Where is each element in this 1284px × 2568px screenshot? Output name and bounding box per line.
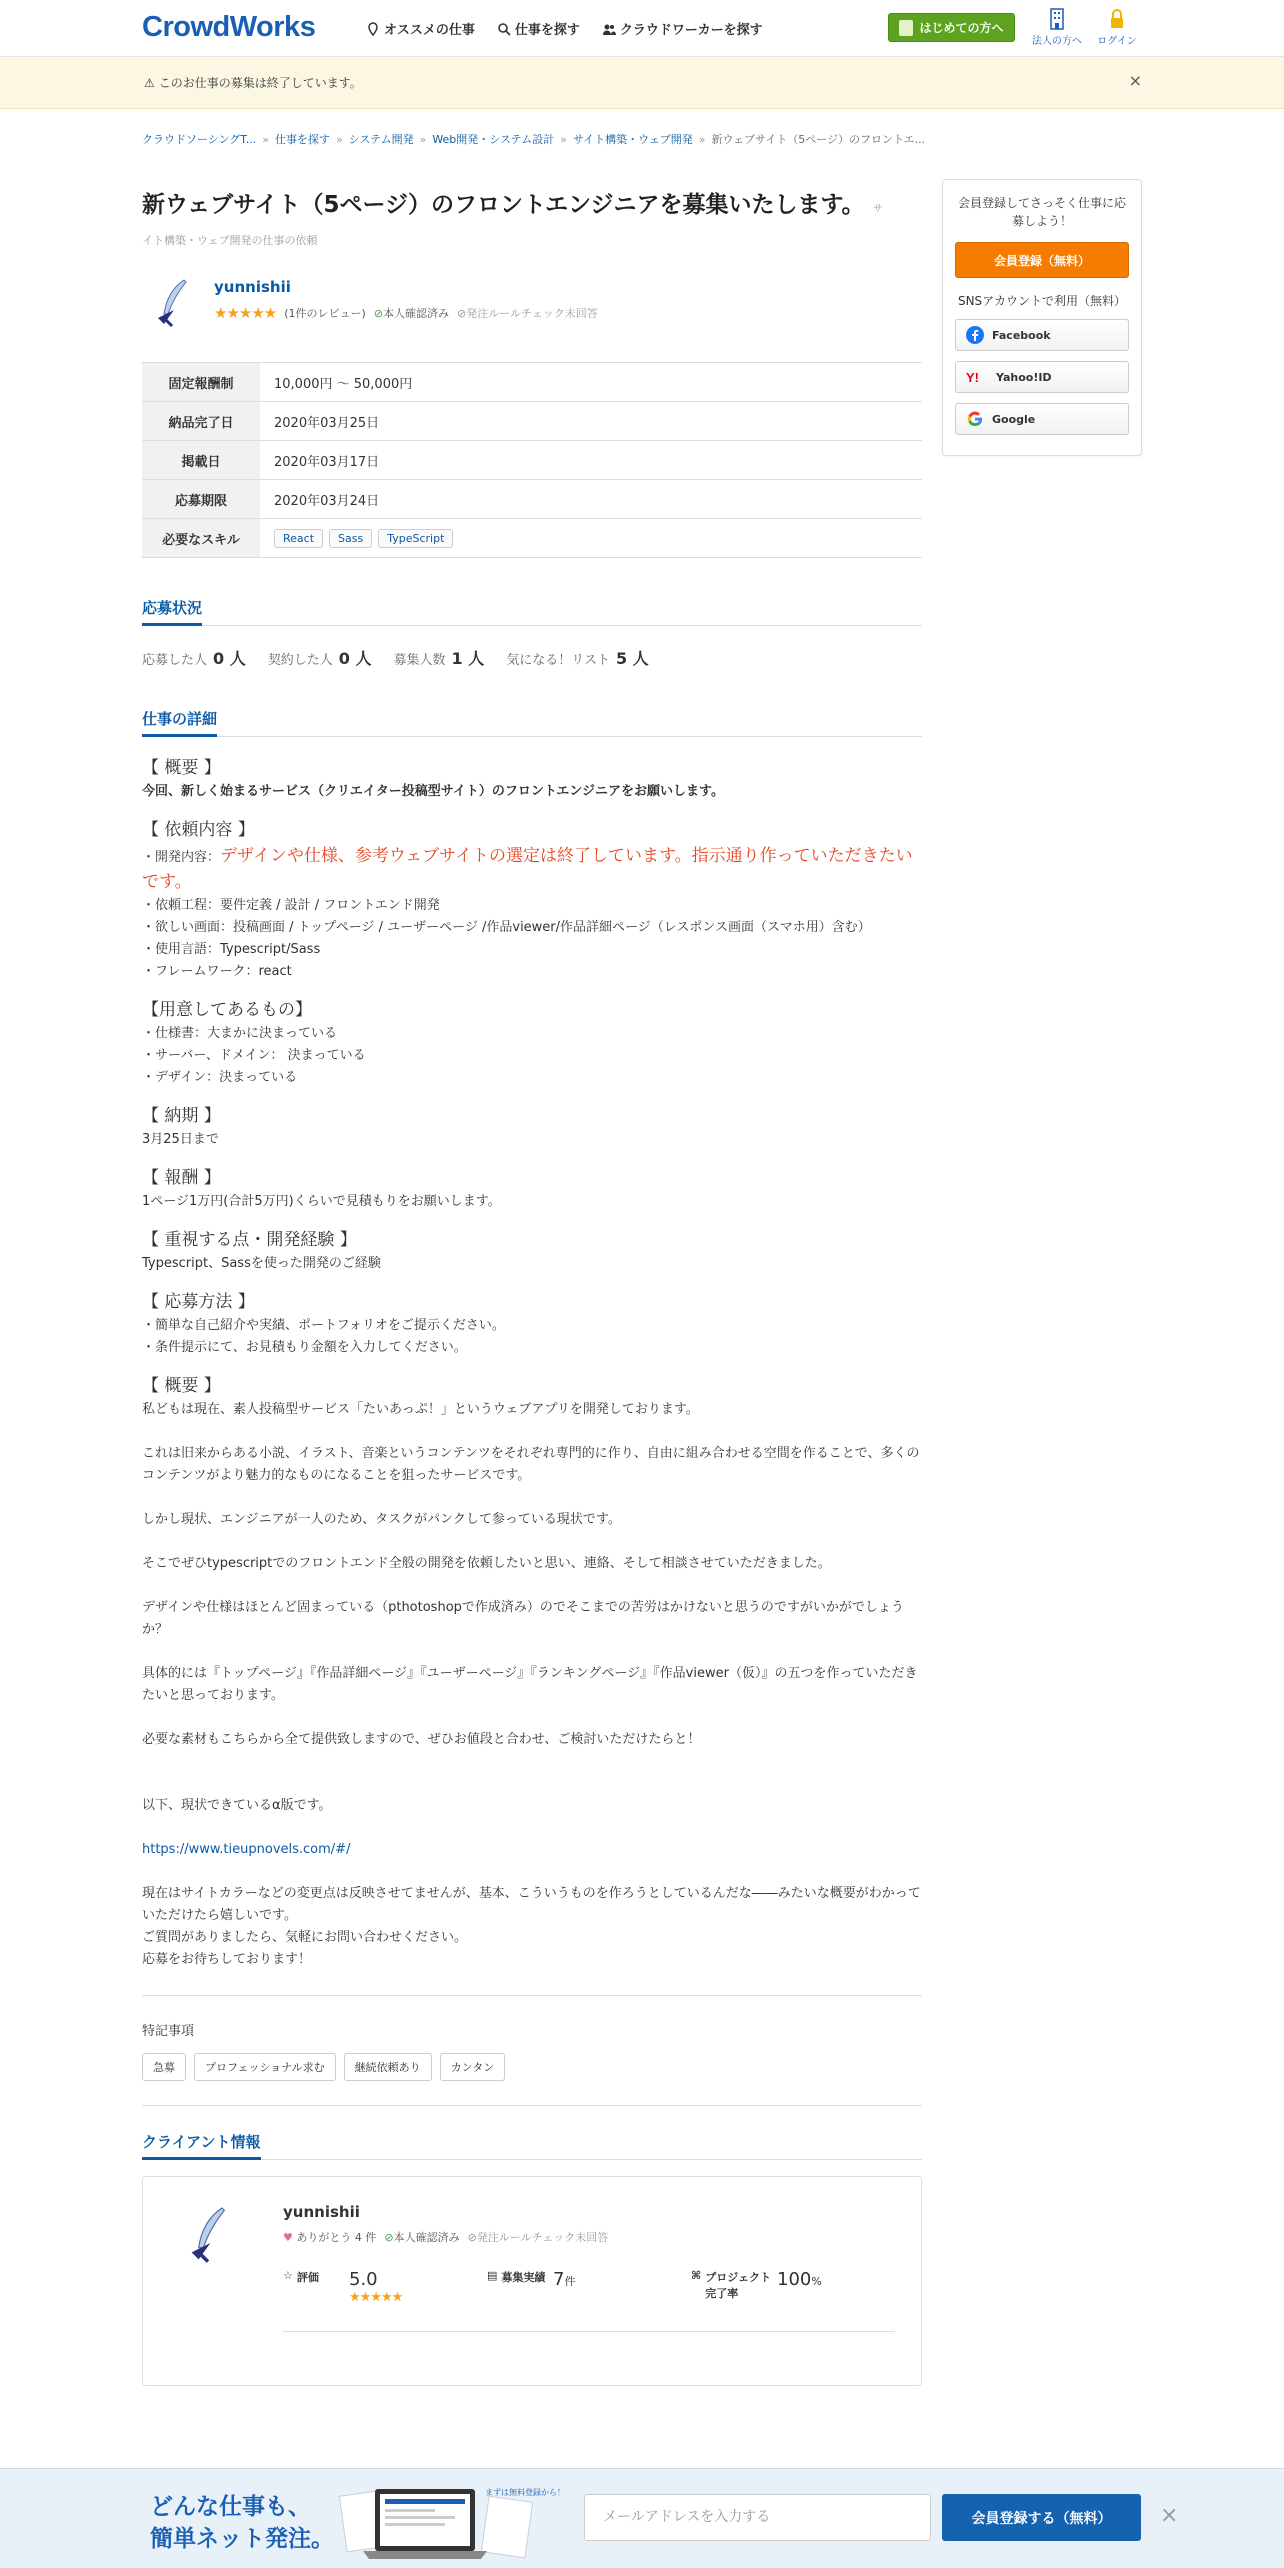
bottom-tagline-line2: 簡単ネット発注。 [150,2526,334,2552]
bottom-tagline [150,2491,334,2555]
detail-spacer [142,1861,922,1883]
detail-spacer [142,1707,922,1729]
status-item [506,646,648,669]
client-card [142,2176,922,2386]
stat-label [487,2269,547,2285]
skill-tags [260,529,453,548]
status-value: 5 人 [615,649,649,668]
users-icon [602,22,616,36]
review-count[interactable]: (1件のレビュー) [284,307,366,320]
laptop-illustration-icon [335,2479,565,2563]
rule-check-label: 発注ルールチェック未回答 [476,2231,609,2244]
signup-sidebar [942,179,1142,456]
login-link[interactable] [1087,8,1147,47]
facebook-login-button[interactable] [955,319,1129,351]
stat-completion [691,2269,895,2305]
nav-find-workers-label: クラウドワーカーを探す [619,23,763,38]
detail-heading [142,707,922,737]
nav-find-jobs[interactable] [497,19,580,38]
spec-row [142,363,922,402]
job-subtitle: イト構築・ウェブ開発の仕事の依頼 [142,234,318,247]
thanks-count [283,2229,376,2245]
spec-row-skills [142,519,922,558]
nav-recommended[interactable] [366,19,475,38]
stat-label [283,2269,343,2285]
closed-notice-message [144,74,362,91]
check-circle-icon: ⊘ [467,2231,477,2244]
spec-value: 2020年03月17日 [274,454,380,470]
thanks-label: ありがとう 4 件 [296,2231,377,2244]
spec-row [142,402,922,441]
breadcrumb-separator: » [419,132,427,146]
status-label: 気になる！リスト [506,653,610,668]
breadcrumb-item[interactable]: 仕事を探す [274,133,330,146]
closed-notice-text: このお仕事の募集は終了しています。 [158,76,362,90]
first-time-button[interactable] [888,13,1015,42]
detail-line: デザインや仕様はほとんど固まっている（pthotoshopで作成済み）のでそこまでの苦労はかけないと思うのですがいかがでしょうか？ [142,1600,904,1637]
breadcrumb-item[interactable]: システム開発 [348,133,414,146]
client-card-meta [283,2229,608,2245]
external-link[interactable]: https://www.tieupnovels.com/#/ [142,1842,351,1857]
signup-lead: 会員登録してさっそく仕事に応募しよう！ [957,196,1126,228]
main-content [142,189,922,2386]
notes-title: 特記事項 [142,2024,195,2039]
note-tag[interactable]: カンタン [440,2053,506,2081]
facebook-icon [966,326,984,344]
detail-section-heading: 【 依頼内容 】 [142,820,255,840]
detail-highlight: デザインや仕様、参考ウェブサイトの選定は終了しています。指示通り作っていただきたいです。 [142,846,913,892]
quill-avatar-icon [142,274,202,334]
header-nav [366,19,763,38]
client-heading-text: クライアント情報 [142,2130,261,2160]
nav-find-jobs-label: 仕事を探す [514,23,580,38]
detail-line: そこでぜひtypescriptでのフロントエンド全般の開発を依頼したいと思い、連絡、そして相談させていただきました。 [142,1556,831,1571]
breadcrumb-separator: » [698,132,706,146]
star-outline-icon: ☆ [283,2269,293,2282]
close-icon[interactable]: × [1160,2503,1179,2528]
email-input[interactable]: メールアドレスを入力する [584,2494,931,2541]
divider [142,1995,922,1996]
detail-spacer [142,1751,922,1773]
detail-line: 今回、新しく始まるサービス（クリエイター投稿型サイト）のフロントエンジニアをお願いします。 [142,784,724,799]
check-circle-icon: ⊘ [384,2231,394,2244]
yahoo-login-button[interactable] [955,361,1129,393]
detail-line: 私どもは現在、素人投稿型サービス「たいあっぷ！」というウェブアプリを開発しております。 [142,1402,699,1417]
stat-completion-value-wrap [777,2269,822,2290]
detail-spacer [142,1487,922,1509]
spec-value: 10,000円 〜 50,000円 [274,376,413,392]
detail-line: ご質問がありましたら、気軽にお問い合わせください。 [142,1930,468,1945]
client-stats [283,2269,895,2305]
status-heading-text: 応募状況 [142,596,202,626]
skill-tag[interactable]: React [274,529,323,548]
close-icon[interactable]: × [1128,71,1142,90]
detail-line: ・デザイン：決まっている [142,1070,298,1085]
sns-label: SNSアカウントで利用（無料） [957,294,1127,308]
register-button[interactable]: 会員登録（無料） [955,242,1129,278]
detail-section-heading: 【 概要 】 [142,758,221,778]
breadcrumb-item[interactable]: Web開発・システム設計 [432,133,555,146]
status-heading [142,596,922,626]
stat-rating [283,2269,487,2305]
verified-badge [384,2229,459,2245]
detail-line: 具体的には『トップページ』『作品詳細ページ』『ユーザーページ』『ランキングページ』『作品viewer（仮）』の五つを作っていただきたいと思っております。 [142,1666,918,1703]
detail-line: ・フレームワーク：react [142,964,292,979]
detail-heading-text: 仕事の詳細 [142,707,217,737]
rating-stars: ★★★★★ [214,304,277,322]
stat-label [691,2269,771,2301]
bottom-tagline-line1: どんな仕事も、 [150,2494,311,2520]
lock-icon [1108,8,1126,30]
avatar[interactable] [142,274,202,334]
stat-orders-value: 7 [553,2269,565,2290]
handshake-icon: ⌘ [691,2269,702,2282]
spec-row [142,441,922,480]
detail-line: 必要な素材もこちらから全て提供致しますので、ぜひお値段と合わせ、ご検討いただけたらと！ [142,1732,701,1747]
detail-line: 1ページ1万円(合計5万円)くらいで見積もりをお願いします。 [142,1194,501,1209]
client-meta [214,304,598,322]
client-info [214,274,598,334]
divider [142,2105,922,2106]
detail-spacer [142,1531,922,1553]
breadcrumb [142,109,1142,147]
login-label: ログイン [1097,36,1137,47]
status-label: 契約した人 [267,653,333,668]
detail-line: ・条件提示にて、お見積もり金額を入力してください。 [142,1340,467,1355]
status-value: 0 人 [213,649,246,668]
spec-label: 固定報酬制 [142,363,260,401]
detail-section-heading: 【 納期 】 [142,1106,221,1126]
detail-line: 応募をお待ちしております！ [142,1952,312,1967]
verified-badge [374,305,449,321]
google-label: Google [992,412,1036,426]
detail-spacer [142,1575,922,1597]
corporate-link[interactable] [1027,8,1087,47]
status-value: 0 人 [338,649,372,668]
note-tag[interactable]: プロフェッショナル求む [194,2053,336,2081]
spec-value: 2020年03月24日 [274,493,380,509]
stat-orders-value-wrap [553,2269,575,2290]
check-circle-icon: ⊘ [373,307,384,320]
stat-orders-label: 募集実績 [501,2271,546,2284]
breadcrumb-separator: » [560,132,567,146]
skill-tag[interactable]: Sass [329,529,372,548]
spec-label: 応募期限 [142,480,260,518]
status-label: 募集人数 [393,653,446,668]
first-time-label: はじめての方へ [919,21,1004,35]
note-tag[interactable]: 継続依頼あり [344,2053,432,2081]
detail-line: ・欲しい画面：投稿画面 / トップページ / ユーザーページ /作品viewer/作品詳細ページ（レスポンス画面（スマホ用）含む） [142,920,871,935]
client-summary [142,274,922,334]
stat-rating-block [349,2269,402,2305]
crowdworks-logo[interactable]: CrowdWorks [142,11,316,43]
breadcrumb-item[interactable]: サイト構築・ウェブ開発 [572,133,693,146]
detail-line: ・依頼工程：要件定義 / 設計 / フロントエンド開発 [142,898,440,913]
check-circle-icon: ⊘ [457,307,467,320]
beginner-badge-icon [899,20,913,36]
detail-line-label: ・開発内容： [142,850,221,865]
rule-check-badge [468,2229,609,2245]
client-card-name[interactable]: yunnishii [283,2203,360,2221]
nav-find-workers[interactable] [602,19,763,38]
spec-label: 納品完了日 [142,402,260,440]
detail-line: ・簡単な自己紹介や実績、ポートフォリオをご提示ください。 [142,1318,505,1333]
site-header [0,0,1284,57]
spec-value: 2020年03月25日 [274,415,380,431]
status-item [268,646,372,669]
job-title [142,189,922,226]
search-icon [497,22,511,36]
detail-line: ・サーバー、ドメイン： 決まっている [142,1048,366,1063]
detail-line [142,1839,922,1861]
job-spec-table [142,362,922,558]
application-status [142,646,922,669]
spec-label: 必要なスキル [142,519,260,557]
quill-avatar-icon [173,2201,243,2271]
spec-label: 掲載日 [142,441,260,479]
detail-line: Typescript、Sassを使った開発のご経験 [142,1256,381,1271]
closed-notice [0,57,1284,109]
breadcrumb-separator: » [262,132,269,146]
verified-label: 本人確認済み [393,2231,460,2244]
rule-check-badge [457,305,598,321]
clipboard-icon: ▤ [487,2269,498,2282]
pin-icon [366,22,380,36]
stat-completion-unit: % [811,2275,822,2288]
spec-row [142,480,922,519]
stat-completion-value: 100 [777,2269,812,2290]
status-label: 応募した人 [142,653,208,668]
breadcrumb-separator: » [335,132,343,146]
rating-stars: ★★★★★ [349,2290,403,2305]
status-value: 1 人 [451,649,485,668]
avatar[interactable] [173,2201,243,2271]
detail-line: 3月25日まで [142,1132,219,1147]
note-tag[interactable]: 急募 [142,2053,186,2081]
verified-label: 本人確認済み [383,307,450,320]
notes-tags [142,2053,922,2081]
detail-line: これは旧来からある小説、イラスト、音楽というコンテンツをそれぞれ専門的に作り、自由に組み合わせる空間を作ることで、多くのコンテンツがより魅力的なものになることを狙ったサービスです。 [142,1446,920,1483]
building-icon [1048,8,1066,30]
job-title-text: 新ウェブサイト（5ページ）のフロントエンジニアを募集いたします。 [142,192,865,218]
breadcrumb-current: 新ウェブサイト（5ページ）のフロントエ... [711,133,926,146]
breadcrumb-item[interactable]: クラウドソーシングT... [142,133,257,146]
heart-icon: ♥ [283,2231,293,2244]
rule-check-label: 発注ルールチェック未回答 [466,307,598,320]
stat-rating-value: 5.0 [349,2269,378,2290]
yahoo-label: Yahoo!ID [996,370,1052,384]
detail-spacer [142,1773,922,1795]
warning-icon: ⚠ [144,75,155,90]
detail-line: ・使用言語：Typescript/Sass [142,942,321,957]
detail-spacer [142,1421,922,1443]
corporate-label: 法人の方へ [1032,36,1082,47]
facebook-label: Facebook [992,328,1051,342]
detail-section-heading: 【用意してあるもの】 [142,1000,312,1020]
stat-rating-label: 評価 [296,2271,319,2284]
yahoo-icon [966,370,988,384]
status-item [393,646,484,669]
bottom-register-button[interactable]: 会員登録する（無料） [942,2494,1141,2541]
google-login-button[interactable] [955,403,1129,435]
stat-orders-unit: 件 [564,2275,576,2288]
detail-line: ・仕様書：大まかに決まっている [142,1026,338,1041]
client-heading [142,2130,922,2160]
stat-completion-label: プロジェクト完了率 [705,2271,771,2300]
detail-section-heading: 【 概要 】 [142,1376,221,1396]
status-item [142,646,246,669]
detail-line [142,843,922,895]
detail-line: 現在はサイトカラーなどの変更点は反映させてませんが、基本、こういうものを作ろうとしているんだな――みたいな概要がわかっていただけたら嬉しいです。 [142,1886,921,1923]
detail-section-heading: 【 応募方法 】 [142,1292,255,1312]
detail-spacer [142,1641,922,1663]
job-detail-body [142,755,922,1971]
svg-text:Y!: Y! [966,370,979,385]
detail-spacer [142,1817,922,1839]
detail-line: しかし現状、エンジニアが一人のため、タスクがパンクして参っている現状です。 [142,1512,621,1527]
detail-section-heading: 【 重視する点・開発経験 】 [142,1230,357,1250]
client-name[interactable]: yunnishii [214,278,291,296]
job-title-tail: サ [872,204,883,215]
stat-orders [487,2269,691,2305]
skill-tag[interactable]: TypeScript [378,529,453,548]
nav-recommended-label: オススメの仕事 [384,23,475,38]
detail-line: 以下、現状できているα版です。 [142,1798,332,1813]
divider [283,2331,895,2332]
google-icon [966,410,984,428]
bottom-signup-bar [0,2468,1284,2568]
detail-section-heading: 【 報酬 】 [142,1168,221,1188]
bottom-bubble: まずは無料登録から！ [485,2488,565,2497]
